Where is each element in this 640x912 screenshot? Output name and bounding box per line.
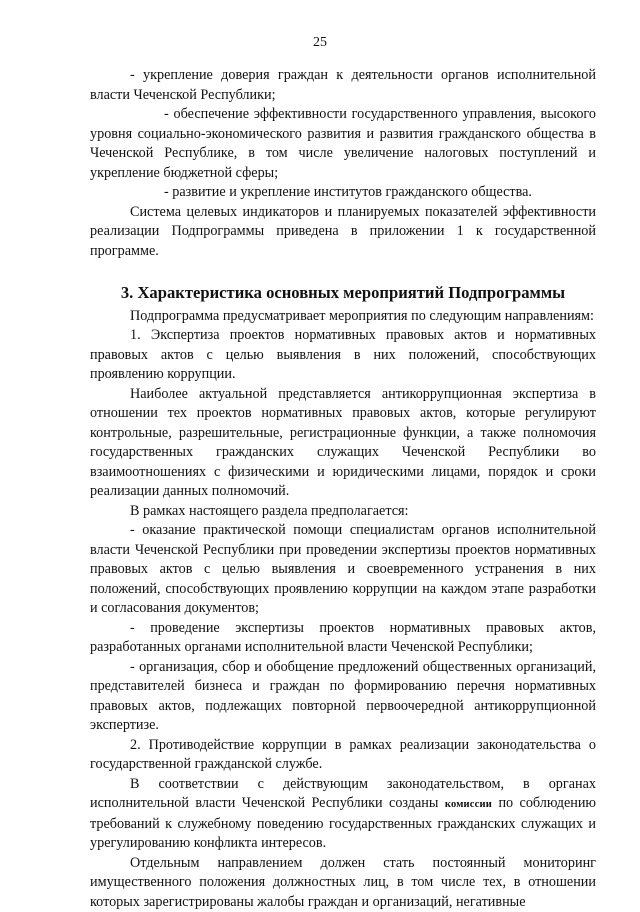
paragraph-indicators: Система целевых индикаторов и планируемых показателей эффективности реализации Подпрограммы приведена в приложении 1 к государственной программе. xyxy=(90,203,596,262)
commissions-text-a: В соответствии с действующим законодательством, в органах исполнительной власти Чеченской Республики созданы xyxy=(90,776,596,812)
paragraph-directions: Подпрограмма предусматривает мероприятия по следующим направлениям: xyxy=(90,307,596,327)
list-item-expertise: - проведение экспертизы проектов нормативных правовых актов, разработанных органами исполнительной власти Чеченской Республики; xyxy=(90,619,596,658)
paragraph-efficiency: - обеспечение эффективности государственного управления, высокого уровня социально-экономического развития и развития гражданского общества в Чеченской Республике, в том числе увеличение налоговых поступлений и укрепление бюджетной сферы; xyxy=(90,105,596,183)
commissions-text-b: по соблюдению требований к служебному поведению государственных гражданских служащих и урегулированию конфликта интересов. xyxy=(90,795,596,851)
paragraph-trust: - укрепление доверия граждан к деятельности органов исполнительной власти Чеченской Республики; xyxy=(90,66,596,105)
paragraph-monitoring: Отдельным направлением должен стать постоянный мониторинг имущественного положения должностных лиц, в том числе тех, в отношении которых зарегистрированы жалобы граждан и организаций, негативные xyxy=(90,854,596,912)
paragraph-civil-service: 2. Противодействие коррупции в рамках реализации законодательства о государственной гражданской службе. xyxy=(90,736,596,775)
paragraph-expertise: 1. Экспертиза проектов нормативных правовых актов и нормативных правовых актов с целью выявления в них положений, способствующих проявлению коррупции. xyxy=(90,326,596,385)
commissions-word: комиссии xyxy=(445,799,492,810)
list-item-assistance: - оказание практической помощи специалистам органов исполнительной власти Чеченской Республики при проведении экспертизы проектов нормативных правовых актов с целью выявления и своевременного устранения в них положений, способствующих проявлению коррупции на каждом этапе разработки и согласования документов; xyxy=(90,521,596,619)
paragraph-anticorruption-expertise: Наиболее актуальной представляется антикоррупционная экспертиза в отношении тех проектов нормативных правовых актов, которые регулируют контрольные, разрешительные, регистрационные функции, а также полномочия государственных гражданских служащих Чеченской Республики во взаимоотношениях с физическими и юридическими лицами, порядок и сроки реализации данных полномочий. xyxy=(90,385,596,502)
paragraph-commissions xyxy=(90,775,596,854)
paragraph-civil-society: - развитие и укрепление институтов гражданского общества. xyxy=(90,183,596,203)
page-number: 25 xyxy=(0,33,640,53)
page-content xyxy=(90,66,596,912)
list-item-proposals: - организация, сбор и обобщение предложений общественных организаций, представителей бизнеса и граждан по формированию перечня нормативных правовых актов, подлежащих повторной первоочередной антикоррупционной экспертизе. xyxy=(90,658,596,736)
paragraph-section-scope: В рамках настоящего раздела предполагается: xyxy=(90,502,596,522)
section-heading: 3. Характеристика основных мероприятий Подпрограммы xyxy=(90,283,596,303)
